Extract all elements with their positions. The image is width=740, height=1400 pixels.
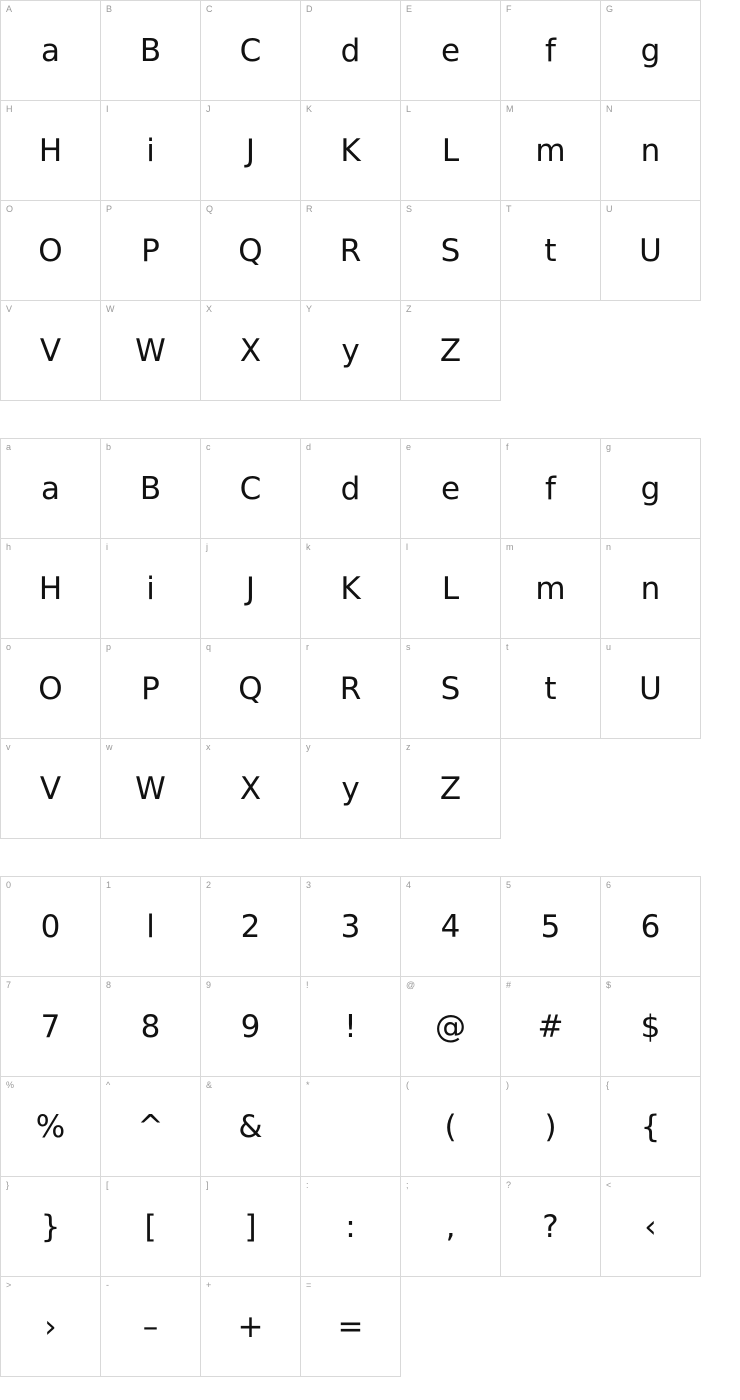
glyph-cell[interactable] bbox=[401, 439, 501, 539]
glyph-cell[interactable] bbox=[201, 639, 301, 739]
glyph-code-label: u bbox=[606, 642, 612, 652]
glyph-preview: [ bbox=[144, 1208, 157, 1245]
glyph-cell[interactable] bbox=[301, 1077, 401, 1177]
glyph-cell[interactable] bbox=[101, 301, 201, 401]
glyph-preview: Z bbox=[439, 332, 462, 369]
glyph-cell[interactable] bbox=[601, 977, 701, 1077]
glyph-preview: ] bbox=[244, 1208, 257, 1245]
glyph-preview: P bbox=[141, 232, 160, 269]
glyph-cell[interactable] bbox=[301, 739, 401, 839]
glyph-code-label: - bbox=[106, 1280, 110, 1290]
glyph-preview: R bbox=[339, 670, 362, 707]
glyph-cell[interactable] bbox=[601, 101, 701, 201]
glyph-cell[interactable] bbox=[401, 101, 501, 201]
glyph-preview: l bbox=[146, 908, 155, 945]
glyph-code-label: v bbox=[6, 742, 11, 752]
glyph-cell[interactable] bbox=[601, 1177, 701, 1277]
glyph-cell[interactable] bbox=[1, 101, 101, 201]
glyph-cell[interactable] bbox=[601, 1077, 701, 1177]
glyph-preview: @ bbox=[435, 1008, 466, 1045]
glyph-preview: 9 bbox=[240, 1008, 261, 1045]
glyph-cell[interactable] bbox=[201, 301, 301, 401]
glyph-code-label: W bbox=[106, 304, 115, 314]
glyph-cell[interactable] bbox=[501, 439, 601, 539]
glyph-preview: W bbox=[135, 332, 166, 369]
glyph-code-label: r bbox=[306, 642, 310, 652]
glyph-preview: B bbox=[139, 32, 162, 69]
glyph-code-label: ( bbox=[406, 1080, 410, 1090]
glyph-code-label: R bbox=[306, 204, 313, 214]
glyph-preview: a bbox=[41, 470, 60, 507]
glyph-code-label: s bbox=[406, 642, 411, 652]
glyph-cell[interactable] bbox=[501, 639, 601, 739]
glyph-cell[interactable] bbox=[301, 1, 401, 101]
glyph-cell[interactable] bbox=[201, 977, 301, 1077]
glyph-cell[interactable] bbox=[101, 101, 201, 201]
glyph-preview: J bbox=[245, 132, 256, 169]
glyph-code-label: h bbox=[6, 542, 12, 552]
glyph-preview: : bbox=[345, 1208, 356, 1245]
glyph-cell[interactable] bbox=[301, 1277, 401, 1377]
glyph-cell[interactable] bbox=[101, 877, 201, 977]
glyph-code-label: < bbox=[606, 1180, 612, 1190]
glyph-preview: W bbox=[135, 770, 166, 807]
glyph-code-label: $ bbox=[606, 980, 612, 990]
glyph-cell[interactable] bbox=[1, 301, 101, 401]
glyph-code-label: 9 bbox=[206, 980, 212, 990]
glyph-cell[interactable] bbox=[1, 1077, 101, 1177]
glyph-cell[interactable] bbox=[101, 1277, 201, 1377]
glyph-code-label: & bbox=[206, 1080, 213, 1090]
glyph-cell[interactable] bbox=[601, 201, 701, 301]
glyph-preview: O bbox=[38, 670, 63, 707]
glyph-code-label: ? bbox=[506, 1180, 512, 1190]
glyph-preview: Q bbox=[238, 670, 263, 707]
glyph-code-label: O bbox=[6, 204, 14, 214]
glyph-cell[interactable] bbox=[601, 439, 701, 539]
glyph-code-label: 2 bbox=[206, 880, 212, 890]
glyph-code-label: K bbox=[306, 104, 313, 114]
glyph-code-label: w bbox=[106, 742, 113, 752]
glyph-code-label: @ bbox=[406, 980, 416, 990]
glyph-preview: g bbox=[640, 470, 661, 507]
glyph-preview: C bbox=[239, 32, 262, 69]
glyph-preview: = bbox=[337, 1308, 364, 1345]
glyph-code-label: c bbox=[206, 442, 211, 452]
glyph-code-label: n bbox=[606, 542, 612, 552]
glyph-cell[interactable] bbox=[201, 439, 301, 539]
glyph-cell[interactable] bbox=[301, 539, 401, 639]
glyph-preview: C bbox=[239, 470, 262, 507]
glyph-preview: 6 bbox=[640, 908, 661, 945]
glyph-code-label: g bbox=[606, 442, 612, 452]
glyph-preview: e bbox=[440, 470, 461, 507]
glyph-code-label: 6 bbox=[606, 880, 612, 890]
glyph-cell[interactable] bbox=[101, 1077, 201, 1177]
glyph-code-label: 4 bbox=[406, 880, 412, 890]
glyph-code-label: 5 bbox=[506, 880, 512, 890]
glyph-cell[interactable] bbox=[401, 1077, 501, 1177]
glyph-code-label: ! bbox=[306, 980, 309, 990]
glyph-code-label: y bbox=[306, 742, 311, 752]
glyph-code-label: i bbox=[106, 542, 109, 552]
glyph-cell[interactable] bbox=[101, 539, 201, 639]
glyph-code-label: V bbox=[6, 304, 13, 314]
glyph-code-label: T bbox=[506, 204, 512, 214]
glyph-preview: + bbox=[237, 1308, 264, 1345]
glyph-cell[interactable] bbox=[101, 639, 201, 739]
glyph-code-label: x bbox=[206, 742, 211, 752]
glyph-cell[interactable] bbox=[101, 201, 201, 301]
glyph-preview: y bbox=[341, 770, 360, 807]
glyph-cell[interactable] bbox=[401, 739, 501, 839]
glyph-code-label: I bbox=[106, 104, 109, 114]
glyph-cell[interactable] bbox=[201, 1, 301, 101]
glyph-cell[interactable] bbox=[301, 877, 401, 977]
glyph-cell[interactable] bbox=[401, 1177, 501, 1277]
glyph-preview: , bbox=[445, 1208, 456, 1245]
glyph-code-label: * bbox=[306, 1080, 310, 1090]
glyph-code-label: = bbox=[306, 1280, 312, 1290]
glyph-preview: – bbox=[142, 1308, 159, 1345]
glyph-code-label: [ bbox=[106, 1180, 109, 1190]
glyph-cell[interactable] bbox=[501, 1, 601, 101]
glyph-code-label: 1 bbox=[106, 880, 112, 890]
glyph-code-label: B bbox=[106, 4, 113, 14]
glyph-preview: d bbox=[340, 470, 361, 507]
glyph-cell[interactable] bbox=[301, 101, 401, 201]
glyph-code-label: D bbox=[306, 4, 313, 14]
glyph-code-label: m bbox=[506, 542, 514, 552]
glyph-preview: y bbox=[341, 332, 360, 369]
glyph-code-label: E bbox=[406, 4, 413, 14]
glyph-code-label: C bbox=[206, 4, 213, 14]
glyph-cell[interactable] bbox=[601, 1, 701, 101]
glyph-cell[interactable] bbox=[301, 1177, 401, 1277]
glyph-code-label: ) bbox=[506, 1080, 510, 1090]
glyph-preview: 2 bbox=[240, 908, 261, 945]
glyph-preview: K bbox=[340, 570, 361, 607]
glyph-code-label: % bbox=[6, 1080, 15, 1090]
glyph-code-label: ^ bbox=[106, 1080, 111, 1090]
glyph-preview: V bbox=[39, 770, 62, 807]
glyph-code-label: Y bbox=[306, 304, 313, 314]
glyph-cell[interactable] bbox=[101, 977, 201, 1077]
glyph-preview: ‹ bbox=[644, 1208, 657, 1245]
glyph-preview: S bbox=[440, 670, 461, 707]
glyph-preview: ! bbox=[344, 1008, 357, 1045]
glyph-preview: R bbox=[339, 232, 362, 269]
glyph-preview: O bbox=[38, 232, 63, 269]
glyph-cell[interactable] bbox=[301, 301, 401, 401]
block-separator bbox=[0, 401, 740, 438]
glyph-preview: } bbox=[40, 1208, 61, 1245]
glyph-cell[interactable] bbox=[201, 1177, 301, 1277]
glyph-cell[interactable] bbox=[1, 439, 101, 539]
glyph-code-label: z bbox=[406, 742, 411, 752]
glyph-preview: d bbox=[340, 32, 361, 69]
glyph-preview: $ bbox=[640, 1008, 661, 1045]
glyph-code-label: 7 bbox=[6, 980, 12, 990]
glyph-code-label: p bbox=[106, 642, 112, 652]
glyph-cell[interactable] bbox=[501, 1177, 601, 1277]
glyph-code-label: 3 bbox=[306, 880, 312, 890]
glyph-cell[interactable] bbox=[1, 639, 101, 739]
glyph-preview: n bbox=[640, 570, 661, 607]
glyph-cell[interactable] bbox=[301, 201, 401, 301]
glyph-code-label: t bbox=[506, 642, 509, 652]
glyph-preview: f bbox=[545, 32, 556, 69]
glyph-cell[interactable] bbox=[301, 639, 401, 739]
glyph-cell[interactable] bbox=[101, 739, 201, 839]
glyph-cell[interactable] bbox=[401, 877, 501, 977]
glyph-cell[interactable] bbox=[401, 977, 501, 1077]
glyph-code-label: d bbox=[306, 442, 312, 452]
glyph-preview: m bbox=[535, 132, 566, 169]
glyph-cell[interactable] bbox=[601, 539, 701, 639]
glyph-preview: U bbox=[639, 232, 662, 269]
glyph-preview: 8 bbox=[140, 1008, 161, 1045]
glyph-cell[interactable] bbox=[501, 1077, 601, 1177]
glyph-code-label: G bbox=[606, 4, 614, 14]
glyph-preview: P bbox=[141, 670, 160, 707]
glyph-preview: K bbox=[340, 132, 361, 169]
glyph-code-label: # bbox=[506, 980, 512, 990]
glyph-code-label: S bbox=[406, 204, 413, 214]
glyph-code-label: l bbox=[406, 542, 409, 552]
glyph-preview: X bbox=[239, 332, 262, 369]
glyph-cell[interactable] bbox=[601, 877, 701, 977]
glyph-preview: › bbox=[44, 1308, 57, 1345]
glyph-code-label: e bbox=[406, 442, 412, 452]
glyph-code-label: Q bbox=[206, 204, 214, 214]
glyph-code-label: M bbox=[506, 104, 514, 114]
glyph-cell[interactable] bbox=[101, 1, 201, 101]
glyph-cell[interactable] bbox=[1, 977, 101, 1077]
glyph-preview: H bbox=[38, 132, 63, 169]
glyph-cell[interactable] bbox=[1, 1177, 101, 1277]
glyph-cell[interactable] bbox=[201, 201, 301, 301]
glyph-preview: a bbox=[41, 32, 60, 69]
glyph-code-label: P bbox=[106, 204, 113, 214]
glyph-preview: ? bbox=[542, 1208, 559, 1245]
glyph-cell[interactable] bbox=[401, 539, 501, 639]
glyph-preview: ) bbox=[544, 1108, 557, 1145]
glyph-preview: f bbox=[545, 470, 556, 507]
glyph-preview: t bbox=[544, 232, 557, 269]
glyph-cell[interactable] bbox=[601, 639, 701, 739]
glyph-cell[interactable] bbox=[1, 739, 101, 839]
glyph-preview: 0 bbox=[40, 908, 61, 945]
glyph-cell[interactable] bbox=[301, 439, 401, 539]
glyph-cell[interactable] bbox=[1, 1277, 101, 1377]
glyph-code-label: { bbox=[606, 1080, 610, 1090]
glyph-code-label: X bbox=[206, 304, 213, 314]
glyph-cell[interactable] bbox=[1, 1, 101, 101]
glyph-preview: ^ bbox=[137, 1108, 164, 1145]
glyph-cell[interactable] bbox=[201, 877, 301, 977]
glyph-code-label: A bbox=[6, 4, 13, 14]
glyph-code-label: 8 bbox=[106, 980, 112, 990]
glyph-code-label: H bbox=[6, 104, 13, 114]
glyph-cell[interactable] bbox=[501, 877, 601, 977]
glyph-cell[interactable] bbox=[501, 539, 601, 639]
glyph-code-label: N bbox=[606, 104, 613, 114]
glyph-preview: t bbox=[544, 670, 557, 707]
glyph-preview: 3 bbox=[340, 908, 361, 945]
glyph-preview: V bbox=[39, 332, 62, 369]
glyph-code-label: b bbox=[106, 442, 112, 452]
glyph-cell[interactable] bbox=[201, 539, 301, 639]
glyph-cell[interactable] bbox=[401, 639, 501, 739]
glyph-cell[interactable] bbox=[201, 101, 301, 201]
glyph-preview: J bbox=[245, 570, 256, 607]
glyph-preview: { bbox=[640, 1108, 661, 1145]
glyph-preview: m bbox=[535, 570, 566, 607]
glyph-cell[interactable] bbox=[401, 1, 501, 101]
glyph-cell[interactable] bbox=[301, 977, 401, 1077]
glyph-cell[interactable] bbox=[201, 1077, 301, 1177]
glyph-code-label: J bbox=[206, 104, 211, 114]
glyph-code-label: } bbox=[6, 1180, 10, 1190]
glyph-cell[interactable] bbox=[101, 439, 201, 539]
glyph-preview: i bbox=[146, 132, 155, 169]
glyph-preview: % bbox=[35, 1108, 66, 1145]
glyph-preview: S bbox=[440, 232, 461, 269]
glyph-preview: g bbox=[640, 32, 661, 69]
glyph-preview: e bbox=[440, 32, 461, 69]
glyph-code-label: : bbox=[306, 1180, 309, 1190]
glyph-cell[interactable] bbox=[501, 201, 601, 301]
glyph-cell[interactable] bbox=[1, 877, 101, 977]
glyph-code-label: Z bbox=[406, 304, 412, 314]
charmap-block-lowercase bbox=[0, 438, 701, 839]
glyph-preview: Q bbox=[238, 232, 263, 269]
glyph-preview: L bbox=[441, 132, 460, 169]
glyph-preview: 7 bbox=[40, 1008, 61, 1045]
glyph-preview: 4 bbox=[440, 908, 461, 945]
charmap-block-digits-and-symbols bbox=[0, 876, 701, 1377]
glyph-preview: & bbox=[238, 1108, 263, 1145]
glyph-preview: i bbox=[146, 570, 155, 607]
glyph-preview: 5 bbox=[540, 908, 561, 945]
glyph-preview: n bbox=[640, 132, 661, 169]
glyph-code-label: + bbox=[206, 1280, 212, 1290]
glyph-preview: Z bbox=[439, 770, 462, 807]
glyph-preview: H bbox=[38, 570, 63, 607]
glyph-preview: U bbox=[639, 670, 662, 707]
glyph-code-label: 0 bbox=[6, 880, 12, 890]
glyph-code-label: f bbox=[506, 442, 509, 452]
glyph-code-label: j bbox=[206, 542, 209, 552]
glyph-cell[interactable] bbox=[101, 1177, 201, 1277]
glyph-preview: L bbox=[441, 570, 460, 607]
glyph-cell[interactable] bbox=[501, 977, 601, 1077]
glyph-preview: X bbox=[239, 770, 262, 807]
glyph-cell[interactable] bbox=[501, 101, 601, 201]
glyph-cell[interactable] bbox=[201, 739, 301, 839]
glyph-preview: B bbox=[139, 470, 162, 507]
glyph-code-label: ; bbox=[406, 1180, 409, 1190]
glyph-cell[interactable] bbox=[401, 201, 501, 301]
glyph-code-label: ] bbox=[206, 1180, 209, 1190]
glyph-cell[interactable] bbox=[1, 201, 101, 301]
glyph-code-label: o bbox=[6, 642, 12, 652]
charmap-block-uppercase bbox=[0, 0, 701, 401]
glyph-preview: ( bbox=[444, 1108, 457, 1145]
glyph-code-label: U bbox=[606, 204, 613, 214]
glyph-code-label: q bbox=[206, 642, 212, 652]
glyph-cell[interactable] bbox=[1, 539, 101, 639]
glyph-preview: # bbox=[537, 1008, 564, 1045]
glyph-code-label: > bbox=[6, 1280, 12, 1290]
glyph-code-label: F bbox=[506, 4, 512, 14]
glyph-code-label: a bbox=[6, 442, 12, 452]
glyph-code-label: k bbox=[306, 542, 311, 552]
glyph-cell[interactable] bbox=[401, 301, 501, 401]
glyph-cell[interactable] bbox=[201, 1277, 301, 1377]
block-separator bbox=[0, 839, 740, 876]
glyph-code-label: L bbox=[406, 104, 412, 114]
